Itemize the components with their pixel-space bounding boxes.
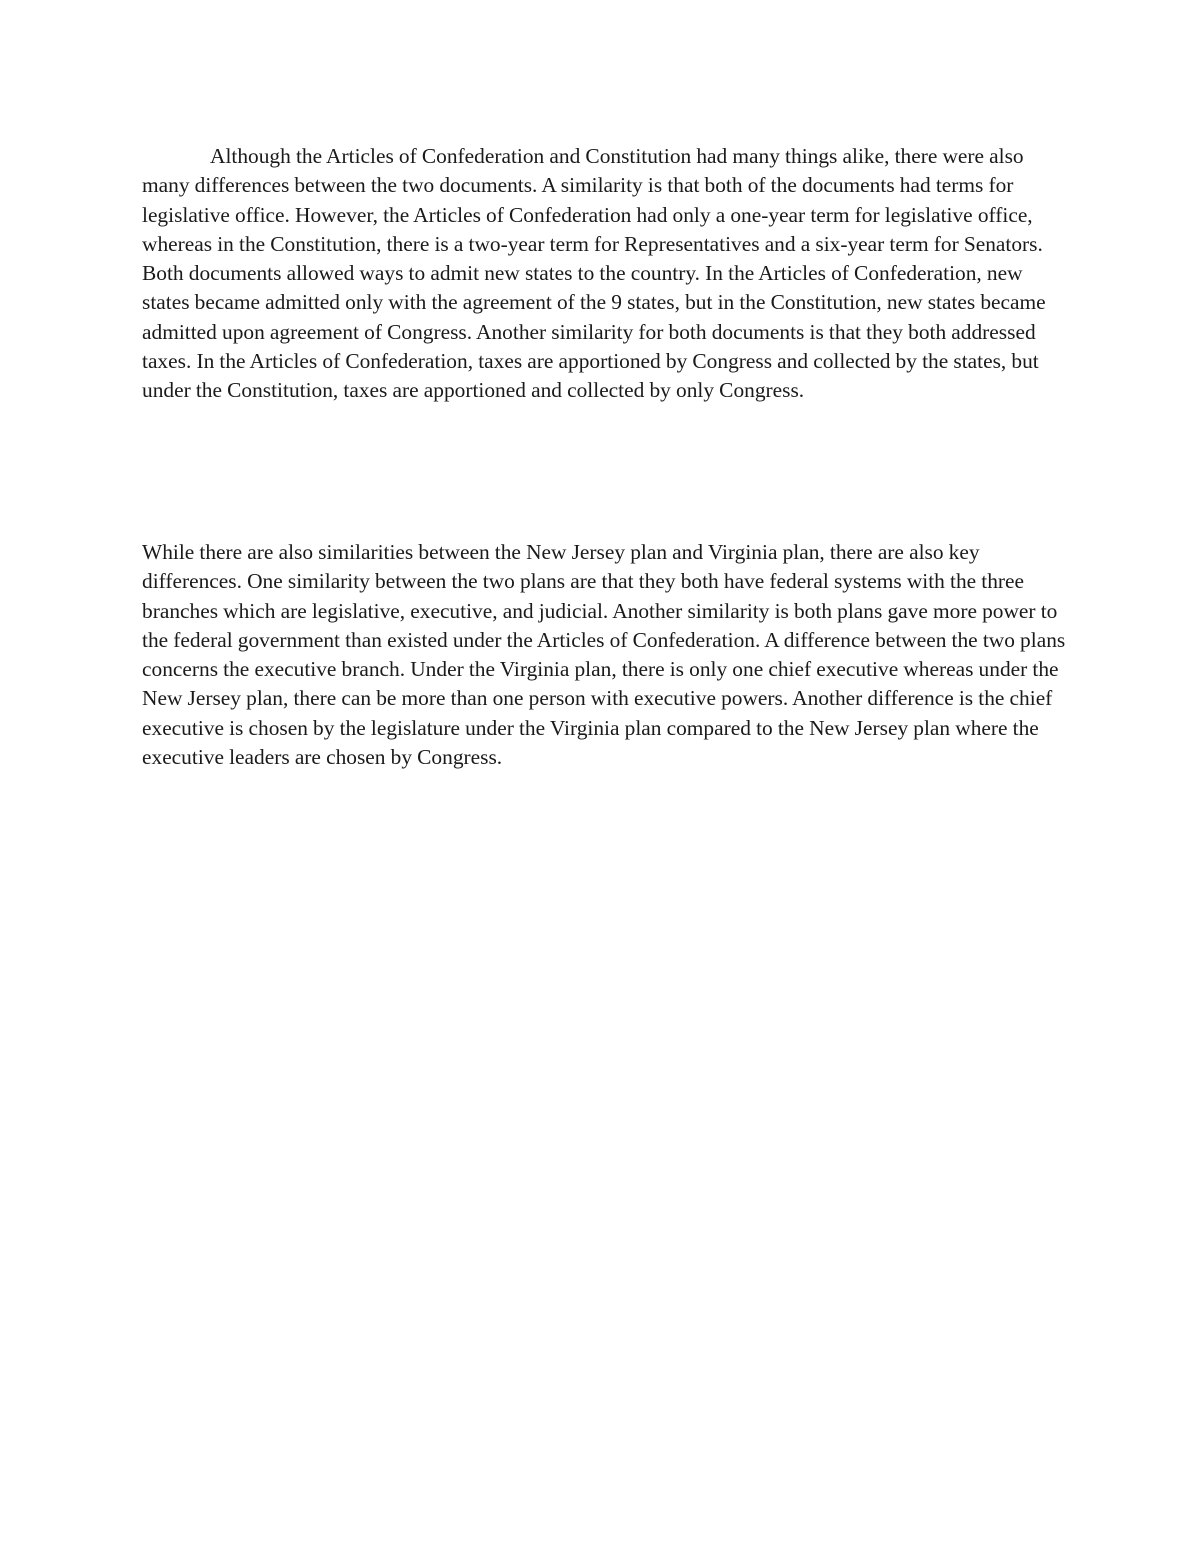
paragraph-new-jersey-vs-virginia-plan: While there are also similarities between the New Jersey plan and Virginia plan, there are also key differences. One similarity between the two plans are that they both have federal systems with the three branches which are legislative, executive, and judicial. Another similarity is both plans gave more power to the federal government than existed under the Articles of Confederation. A difference between the two plans concerns the executive branch. Under the Virginia plan, there is only one chief executive whereas under the New Jersey plan, there can be more than one person with executive powers. Another difference is the chief executive is chosen by the legislature under the Virginia plan compared to the New Jersey plan where the executive leaders are chosen by Congress. xyxy=(142,540,1066,770)
paragraph-articles-vs-constitution: Although the Articles of Confederation and Constitution had many things alike, there were also many differences between the two documents. A similarity is that both of the documents had terms for legislative office. However, the Articles of Confederation had only a one-year term for legislative office, whereas in the Constitution, there is a two-year term for Representatives and a six-year term for Senators. Both documents allowed ways to admit new states to the country. In the Articles of Confederation, new states became admitted only with the agreement of the 9 states, but in the Constitution, new states became admitted upon agreement of Congress. Another similarity for both documents is that they both addressed taxes. In the Articles of Confederation, taxes are apportioned by Congress and collected by the states, but under the Constitution, taxes are apportioned and collected by only Congress. xyxy=(142,144,1046,403)
